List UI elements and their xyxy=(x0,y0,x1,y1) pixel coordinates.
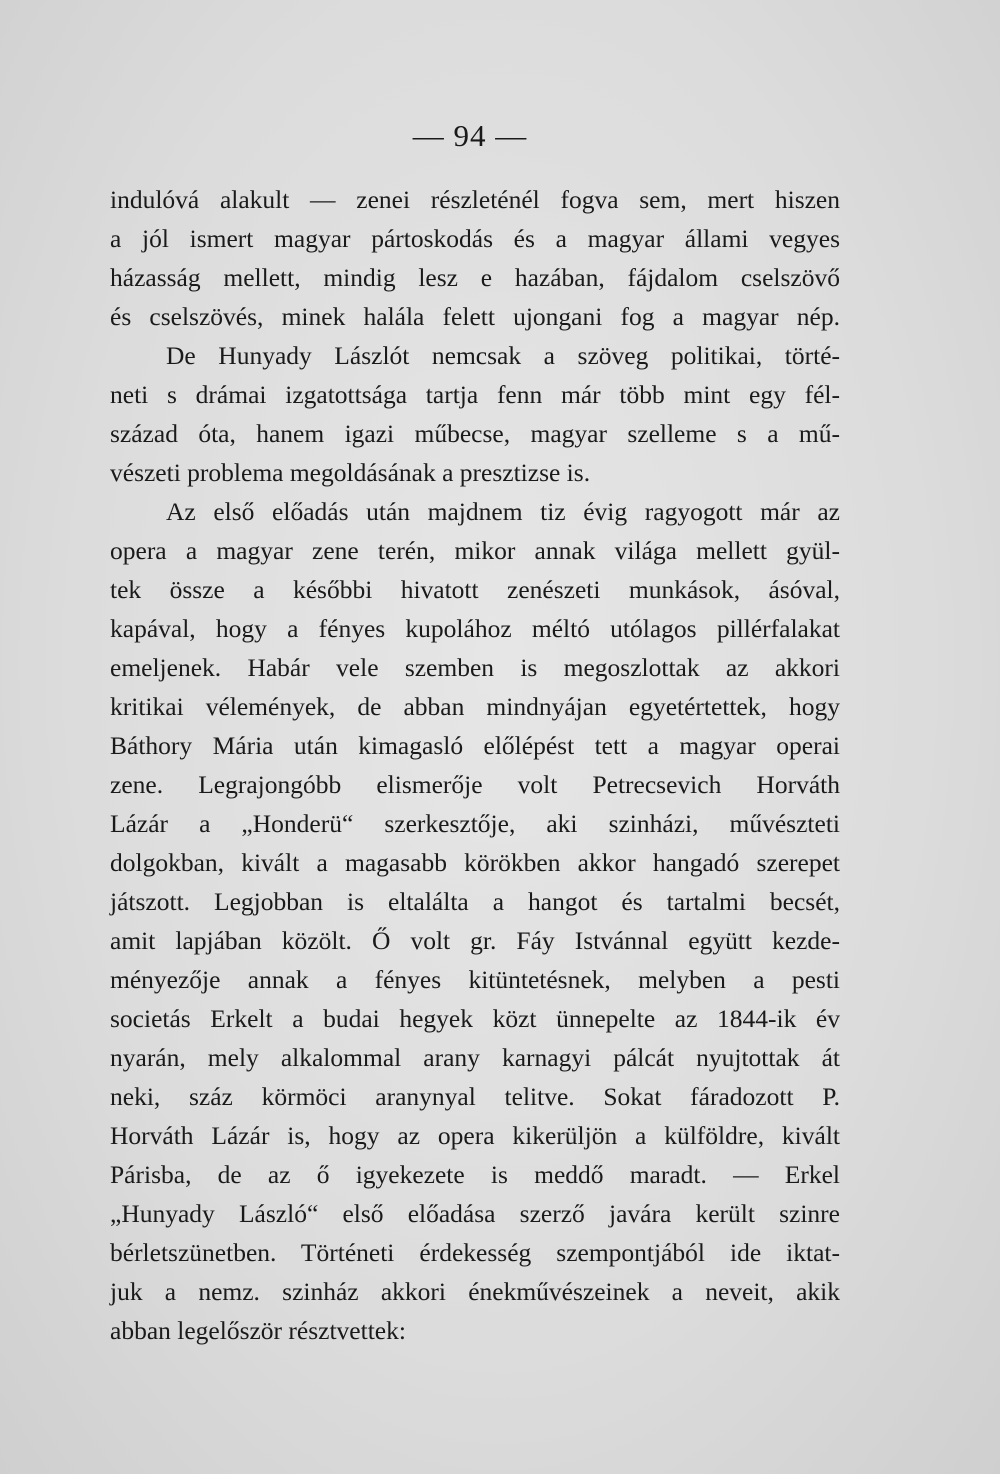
text-line: amit lapjában közölt. Ő volt gr. Fáy Istvánnal együtt kezde- xyxy=(110,926,840,955)
text-line: neti s drámai izgatottsága tartja fenn már több mint egy fél- xyxy=(110,380,840,409)
text-line: dolgokban, kivált a magasabb körökben akkor hangadó szerepet xyxy=(110,848,840,877)
text-line: Báthory Mária után kimagasló előlépést tett a magyar operai xyxy=(110,731,840,760)
text-line: század óta, hanem igazi műbecse, magyar szelleme s a mű- xyxy=(110,419,840,448)
text-line: kritikai vélemények, de abban mindnyájan egyetértettek, hogy xyxy=(110,692,840,721)
text-line: játszott. Legjobban is eltalálta a hangot és tartalmi becsét, xyxy=(110,887,840,916)
text-line: De Hunyady Lászlót nemcsak a szöveg politikai, törté- xyxy=(166,341,840,370)
text-line: emeljenek. Habár vele szemben is megoszlottak az akkori xyxy=(110,653,840,682)
text-line: juk a nemz. szinház akkori énekművészeinek a neveit, akik xyxy=(110,1277,840,1306)
text-line: abban legelőször résztvettek: xyxy=(110,1316,406,1345)
body-text xyxy=(110,180,840,1350)
text-line: bérletszünetben. Történeti érdekesség szempontjából ide iktat- xyxy=(110,1238,840,1267)
text-line: societás Erkelt a budai hegyek közt ünnepelte az 1844-ik év xyxy=(110,1004,840,1033)
text-line: és cselszövés, minek halála felett ujongani fog a magyar nép. xyxy=(110,302,840,331)
text-line: Az első előadás után majdnem tiz évig ragyogott már az xyxy=(166,497,840,526)
text-line: neki, száz körmöci aranynyal telitve. Sokat fáradozott P. xyxy=(110,1082,840,1111)
text-line: opera a magyar zene terén, mikor annak világa mellett gyül- xyxy=(110,536,840,565)
text-line: indulóvá alakult — zenei részleténél fogva sem, mert hiszen xyxy=(110,185,840,214)
text-line: Lázár a „Honderü“ szerkesztője, aki szinházi, művészteti xyxy=(110,809,840,838)
text-line: ményezője annak a fényes kitüntetésnek, melyben a pesti xyxy=(110,965,840,994)
text-line: nyarán, mely alkalommal arany karnagyi pálcát nyujtottak át xyxy=(110,1043,840,1072)
text-line: vészeti problema megoldásának a presztizse is. xyxy=(110,458,591,487)
text-line: házasság mellett, mindig lesz e hazában, fájdalom cselszövő xyxy=(110,263,840,292)
text-line: zene. Legrajongóbb elismerője volt Petrecsevich Horváth xyxy=(110,770,840,799)
text-line: tek össze a későbbi hivatott zenészeti munkások, ásóval, xyxy=(110,575,840,604)
text-line: Horváth Lázár is, hogy az opera kikerüljön a külföldre, kivált xyxy=(110,1121,840,1150)
page-number: — 94 — xyxy=(412,118,528,153)
text-line: Párisba, de az ő igyekezete is meddő maradt. — Erkel xyxy=(110,1160,840,1189)
text-line: „Hunyady László“ első előadása szerző javára került szinre xyxy=(110,1199,840,1228)
text-line: a jól ismert magyar pártoskodás és a magyar állami vegyes xyxy=(110,224,840,253)
text-line: kapával, hogy a fényes kupolához méltó utólagos pillérfalakat xyxy=(110,614,840,643)
